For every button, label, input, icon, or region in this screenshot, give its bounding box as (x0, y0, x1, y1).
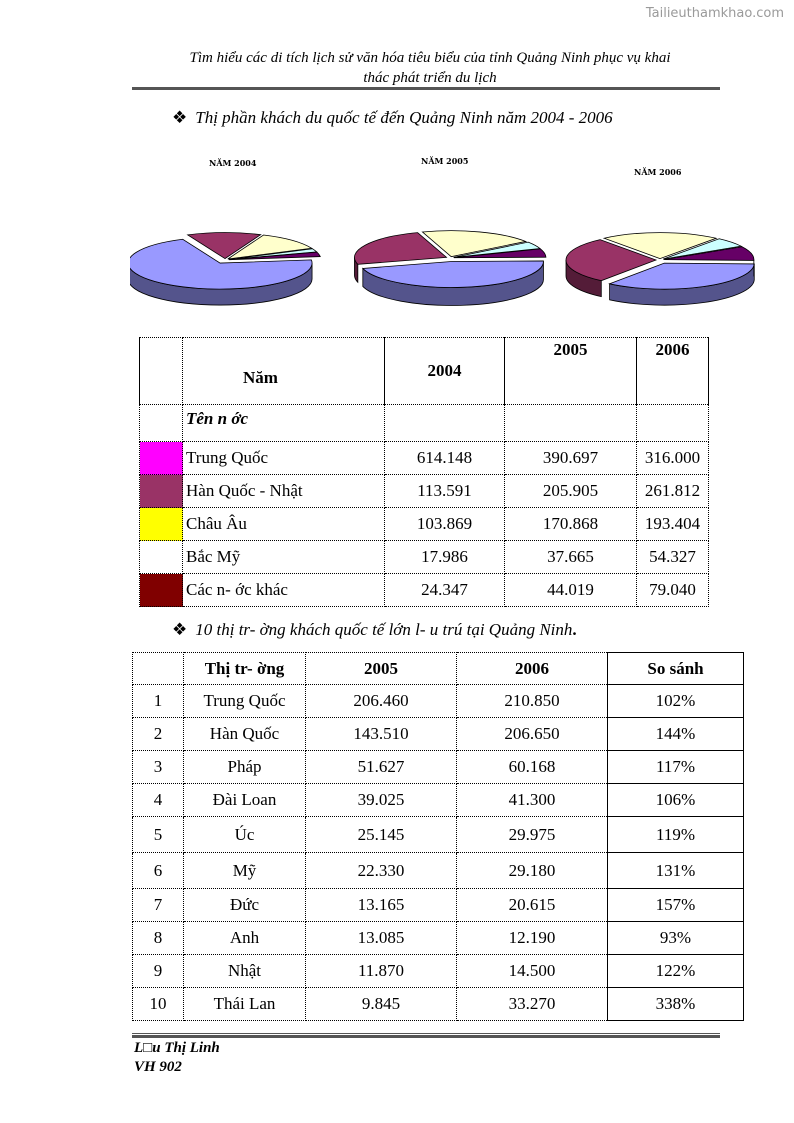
market-name: Thái Lan (184, 988, 306, 1021)
section-2-period: . (572, 620, 577, 639)
value-cell: 17.986 (385, 541, 505, 574)
rank-cell: 5 (133, 817, 184, 853)
table-row (133, 988, 744, 1021)
year-column-label: Năm (183, 338, 385, 405)
value-2006: 29.975 (457, 817, 608, 853)
pie-2004 (130, 233, 320, 305)
header-line-2: thác phát triển du lịch (363, 70, 497, 86)
table-row (133, 718, 744, 751)
comparison-value: 338% (608, 988, 744, 1021)
market-name: Đức (184, 889, 306, 922)
pie-charts (130, 220, 770, 310)
value-cell: 44.019 (505, 574, 637, 607)
value-2005: 9.845 (306, 988, 457, 1021)
value-cell: 24.347 (385, 574, 505, 607)
value-2006: 41.300 (457, 784, 608, 817)
value-cell: 37.665 (505, 541, 637, 574)
value-2006: 20.615 (457, 889, 608, 922)
table-row (133, 784, 744, 817)
footer-rule-top (132, 1033, 720, 1034)
value-2006: 206.650 (457, 718, 608, 751)
table-row (140, 442, 709, 475)
comparison-value: 144% (608, 718, 744, 751)
pie-2006 (566, 233, 754, 306)
year-2006-header: 2006 (637, 338, 709, 405)
author-name: L□u Thị Linh (134, 1040, 220, 1056)
value-cell: 54.327 (637, 541, 709, 574)
year-2006-header: 2006 (457, 653, 608, 685)
rank-cell: 2 (133, 718, 184, 751)
country-name: Trung Quốc (183, 442, 385, 475)
comparison-value: 122% (608, 955, 744, 988)
value-2005: 13.085 (306, 922, 457, 955)
comparison-header: So sánh (608, 653, 744, 685)
table-row (133, 685, 744, 718)
comparison-value: 131% (608, 853, 744, 889)
table-row (133, 817, 744, 853)
section-2-title: 10 thị tr- ờng khách quốc tế lớn l- u trú tại Quảng Ninh (195, 620, 573, 639)
comparison-value: 102% (608, 685, 744, 718)
value-cell: 390.697 (505, 442, 637, 475)
market-name: Pháp (184, 751, 306, 784)
country-name: Châu Âu (183, 508, 385, 541)
value-2006: 33.270 (457, 988, 608, 1021)
comparison-value: 157% (608, 889, 744, 922)
comparison-value: 119% (608, 817, 744, 853)
section-2-heading (172, 620, 577, 640)
market-name: Đài Loan (184, 784, 306, 817)
value-cell: 103.869 (385, 508, 505, 541)
table-row (133, 853, 744, 889)
table-row (133, 889, 744, 922)
index-header (133, 653, 184, 685)
year-2005-header: 2005 (306, 653, 457, 685)
footer-rule (132, 1035, 720, 1038)
comparison-value: 93% (608, 922, 744, 955)
watermark: Tailieuthamkhao.com (645, 6, 784, 21)
value-cell: 316.000 (637, 442, 709, 475)
section-1-title: Thị phần khách du quốc tế đến Quảng Ninh năm 2004 - 2006 (195, 108, 613, 127)
table-row (140, 475, 709, 508)
pie-2006-title: NĂM 2006 (634, 167, 682, 177)
value-2006: 14.500 (457, 955, 608, 988)
page-header (120, 48, 740, 88)
legend-swatch-chau-au (140, 508, 183, 541)
rank-cell: 10 (133, 988, 184, 1021)
section-1-heading (172, 108, 613, 128)
value-cell: 170.868 (505, 508, 637, 541)
value-2005: 13.165 (306, 889, 457, 922)
value-2005: 143.510 (306, 718, 457, 751)
rank-cell: 8 (133, 922, 184, 955)
table-row (133, 922, 744, 955)
value-2006: 210.850 (457, 685, 608, 718)
header-line-1: Tìm hiểu các di tích lịch sử văn hóa tiêu biểu của tỉnh Quảng Ninh phục vụ khai (189, 50, 671, 66)
value-2005: 39.025 (306, 784, 457, 817)
market-name: Trung Quốc (184, 685, 306, 718)
value-cell: 614.148 (385, 442, 505, 475)
value-2005: 22.330 (306, 853, 457, 889)
country-name: Các n- ớc khác (183, 574, 385, 607)
value-2006: 29.180 (457, 853, 608, 889)
value-cell: 193.404 (637, 508, 709, 541)
rank-cell: 7 (133, 889, 184, 922)
market-header: Thị tr- ờng (184, 653, 306, 685)
value-2005: 25.145 (306, 817, 457, 853)
legend-swatch-han-quoc (140, 475, 183, 508)
country-name: Hàn Quốc - Nhật (183, 475, 385, 508)
rank-cell: 4 (133, 784, 184, 817)
table-row (133, 955, 744, 988)
table-header-row (133, 653, 744, 685)
comparison-value: 106% (608, 784, 744, 817)
rank-cell: 9 (133, 955, 184, 988)
market-name: Nhật (184, 955, 306, 988)
value-2006: 60.168 (457, 751, 608, 784)
legend-swatch-trung-quoc (140, 442, 183, 475)
pie-slice (363, 261, 544, 306)
comparison-value: 117% (608, 751, 744, 784)
table-row (140, 574, 709, 607)
legend-swatch-khac (140, 574, 183, 607)
pie-2004-title: NĂM 2004 (209, 158, 257, 168)
market-name: Anh (184, 922, 306, 955)
pie-2005 (354, 231, 545, 306)
value-cell: 79.040 (637, 574, 709, 607)
legend-swatch-bac-my (140, 541, 183, 574)
country-column-label: Tên n ớc (183, 405, 385, 442)
value-2006: 12.190 (457, 922, 608, 955)
table-header-row (140, 338, 709, 405)
value-2005: 11.870 (306, 955, 457, 988)
value-cell: 113.591 (385, 475, 505, 508)
value-2005: 51.627 (306, 751, 457, 784)
header-rule (132, 87, 720, 90)
value-cell: 261.812 (637, 475, 709, 508)
bullet-icon: ❖ (172, 620, 188, 639)
author-class: VH 902 (134, 1059, 182, 1075)
table-row (140, 508, 709, 541)
country-name: Bắc Mỹ (183, 541, 385, 574)
year-2005-header: 2005 (505, 338, 637, 405)
table-row (133, 751, 744, 784)
value-cell: 205.905 (505, 475, 637, 508)
rank-cell: 6 (133, 853, 184, 889)
year-2004-header: 2004 (385, 338, 505, 405)
market-name: Hàn Quốc (184, 718, 306, 751)
visitor-share-table (139, 337, 709, 607)
bullet-icon: ❖ (172, 108, 188, 127)
country-label-row (140, 405, 709, 442)
top-markets-table (132, 652, 744, 1021)
table-row (140, 541, 709, 574)
value-2005: 206.460 (306, 685, 457, 718)
pie-2005-title: NĂM 2005 (421, 156, 469, 166)
rank-cell: 3 (133, 751, 184, 784)
rank-cell: 1 (133, 685, 184, 718)
market-name: Mỹ (184, 853, 306, 889)
market-name: Úc (184, 817, 306, 853)
